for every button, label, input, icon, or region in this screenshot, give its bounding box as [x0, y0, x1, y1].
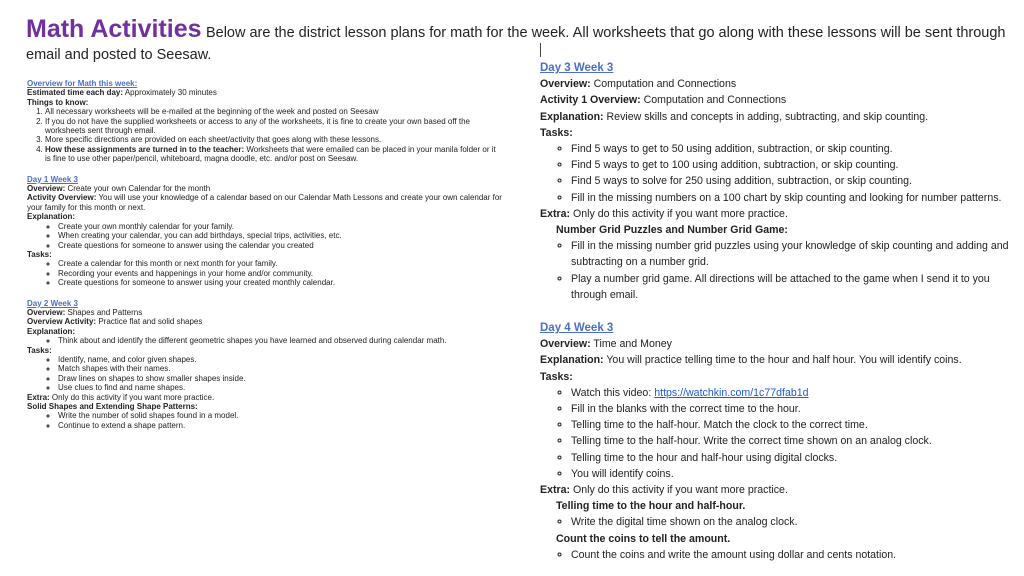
list-item: 2. If you do not have the supplied worksheets or access to any of the worksheets, it is fine to create your own based off the worksheets sent through email.: [45, 117, 502, 136]
turn-in-label: How these assignments are turned in to the teacher:: [45, 144, 245, 154]
list-item: ◦ Find 5 ways to get to 100 using addition, subtraction, or skip counting.: [571, 157, 1010, 173]
extra-value: Only do this activity if you want more practice.: [51, 392, 215, 402]
list-item: ◦ Recording your events and happenings in your home and/or community.: [58, 269, 502, 278]
coins-label: Count the coins to tell the amount.: [556, 532, 731, 545]
turn-in-text: Worksheets that were emailed can be placed in your manila folder or it is fine to use other paper/pencil, whiteboard, magna doodle, etc. and/or post on Seesaw.: [45, 144, 496, 164]
extra-label: Extra:: [27, 392, 50, 402]
left-column: [27, 79, 502, 430]
extra-label: Extra:: [540, 484, 571, 497]
explanation-value: Review skills and concepts in adding, subtracting, and skip counting.: [606, 110, 929, 123]
tasks-label: Tasks:: [27, 249, 52, 259]
list-item: [45, 145, 502, 164]
day3-grid-list: [540, 238, 1010, 303]
tasks-label: Tasks:: [540, 370, 573, 383]
page-title: Math Activities: [26, 15, 202, 43]
tasks-label: Tasks:: [27, 345, 52, 355]
activity-value: Computation and Connections: [643, 94, 787, 107]
list-item: ◦ Create your own monthly calendar for your family.: [58, 222, 502, 231]
day2-explanation-list: [27, 336, 502, 345]
list-item: ◦ Fill in the blanks with the correct time to the hour.: [571, 401, 1010, 417]
list-item: ◦ Play a number grid game. All directions will be attached to the game when I send it to you through email.: [571, 271, 1010, 303]
explanation-label: Explanation:: [27, 326, 76, 336]
explanation-label: Explanation:: [540, 110, 604, 123]
right-column: [540, 60, 1010, 563]
day3-tasks-list: [540, 141, 1010, 206]
day4-tasks-list: [540, 385, 1010, 482]
explanation-label: Explanation:: [27, 212, 76, 222]
list-item: ◦ Match shapes with their names.: [58, 364, 502, 373]
list-item: ◦ Create questions for someone to answer using the calendar you created: [58, 241, 502, 250]
activity-value: Practice flat and solid shapes: [98, 317, 203, 327]
day2-title: Day 2 Week 3: [27, 298, 78, 308]
overview-value: Computation and Connections: [593, 78, 737, 91]
time-value: Approximately 30 minutes: [124, 88, 217, 98]
activity-label: Overview Activity:: [27, 317, 97, 327]
extra-label: Extra:: [540, 207, 571, 220]
text-cursor: [540, 43, 541, 57]
day3-section: [540, 60, 1010, 303]
overview-value: Create your own Calendar for the month: [67, 184, 211, 194]
tasks-label: Tasks:: [540, 126, 573, 139]
overview-label: Overview:: [540, 338, 591, 351]
list-item: ◦ Think about and identify the different geometric shapes you have learned and observed during calendar math.: [58, 336, 502, 345]
grid-label: Number Grid Puzzles and Number Grid Game:: [556, 224, 788, 237]
things-list: [27, 107, 502, 163]
overview-section: [27, 79, 502, 164]
activity-label: Activity Overview:: [27, 193, 97, 203]
day4-coins-list: [540, 547, 1010, 563]
list-item: ◦ Count the coins and write the amount using dollar and cents notation.: [571, 547, 1010, 563]
day4-telling-list: [540, 514, 1010, 530]
list-item: ◦ Write the digital time shown on the analog clock.: [571, 514, 1010, 530]
list-item: ◦ Find 5 ways to solve for 250 using addition, subtraction, or skip counting.: [571, 173, 1010, 189]
list-item: ◦ Telling time to the hour and half-hour using digital clocks.: [571, 450, 1010, 466]
list-item: ◦ Create a calendar for this month or next month for your family.: [58, 259, 502, 268]
list-item: ◦ Draw lines on shapes to show smaller shapes inside.: [58, 374, 502, 383]
list-item: ◦ Fill in the missing number grid puzzles using your knowledge of skip counting and adding and subtracting on a number grid.: [571, 238, 1010, 270]
list-item: ◦ Fill in the missing numbers on a 100 chart by skip counting and looking for number patterns.: [571, 190, 1010, 206]
video-text: Watch this video:: [571, 386, 652, 399]
list-item: 3. More specific directions are provided on each sheet/activity that goes along with these lessons.: [45, 135, 502, 144]
day4-title: Day 4 Week 3: [540, 322, 614, 335]
activity-value: You will use your knowledge of a calendar based on our Calendar Math Lessons and create your own calendar for your family for this month or next.: [27, 193, 502, 212]
intro-text: Below are the district lesson plans for math for the week. All worksheets that go along with these lessons will be sent through email and posted to Seesaw.: [26, 25, 1006, 63]
video-link[interactable]: https://watchkin.com/1c77dfab1d: [654, 386, 809, 399]
list-item: ◦ Telling time to the half-hour. Match the clock to the correct time.: [571, 417, 1010, 433]
day1-tasks-list: [27, 259, 502, 287]
list-item: ◦ Continue to extend a shape pattern.: [58, 421, 502, 430]
extra-value: Only do this activity if you want more practice.: [572, 484, 788, 497]
day1-explanation-list: [27, 222, 502, 250]
overview-label: Overview:: [27, 184, 66, 194]
day1-section: [27, 175, 502, 288]
overview-label: Overview:: [27, 307, 66, 317]
list-item: ◦ You will identify coins.: [571, 466, 1010, 482]
day4-section: [540, 320, 1010, 563]
day2-solid-list: [27, 411, 502, 430]
time-label: Estimated time each day:: [27, 88, 124, 98]
extra-value: Only do this activity if you want more practice.: [572, 207, 788, 220]
day3-title: Day 3 Week 3: [540, 62, 614, 74]
list-item: 1. All necessary worksheets will be e-mailed at the beginning of the week and posted on Seesaw: [45, 107, 502, 116]
overview-label: Overview:: [540, 78, 591, 91]
telling-time-label: Telling time to the hour and half-hour.: [556, 500, 746, 513]
overview-value: Shapes and Patterns: [67, 307, 143, 317]
overview-value: Time and Money: [593, 338, 672, 351]
day2-tasks-list: [27, 355, 502, 393]
day2-section: [27, 299, 502, 431]
list-item: ◦ When creating your calendar, you can add birthdays, special trips, activities, etc.: [58, 231, 502, 240]
activity-label: Activity 1 Overview:: [540, 94, 641, 107]
explanation-value: You will practice telling time to the hour and half hour. You will identify coins.: [606, 354, 962, 367]
day1-title: Day 1 Week 3: [27, 174, 78, 184]
list-item: ◦ Identify, name, and color given shapes.: [58, 355, 502, 364]
list-item: ◦ Write the number of solid shapes found in a model.: [58, 411, 502, 420]
list-item: ◦ Find 5 ways to get to 50 using addition, subtraction, or skip counting.: [571, 141, 1010, 157]
list-item: ◦ Create questions for someone to answer using your created monthly calendar.: [58, 278, 502, 287]
list-item: [571, 385, 1010, 401]
overview-title: Overview for Math this week:: [27, 79, 138, 88]
list-item: ◦ Telling time to the half-hour. Write the correct time shown on an analog clock.: [571, 433, 1010, 449]
solid-shapes-label: Solid Shapes and Extending Shape Patterns:: [27, 402, 198, 411]
page-header: [26, 14, 1011, 64]
things-label: Things to know:: [27, 97, 89, 107]
list-item: ◦ Use clues to find and name shapes.: [58, 383, 502, 392]
explanation-label: Explanation:: [540, 354, 604, 367]
